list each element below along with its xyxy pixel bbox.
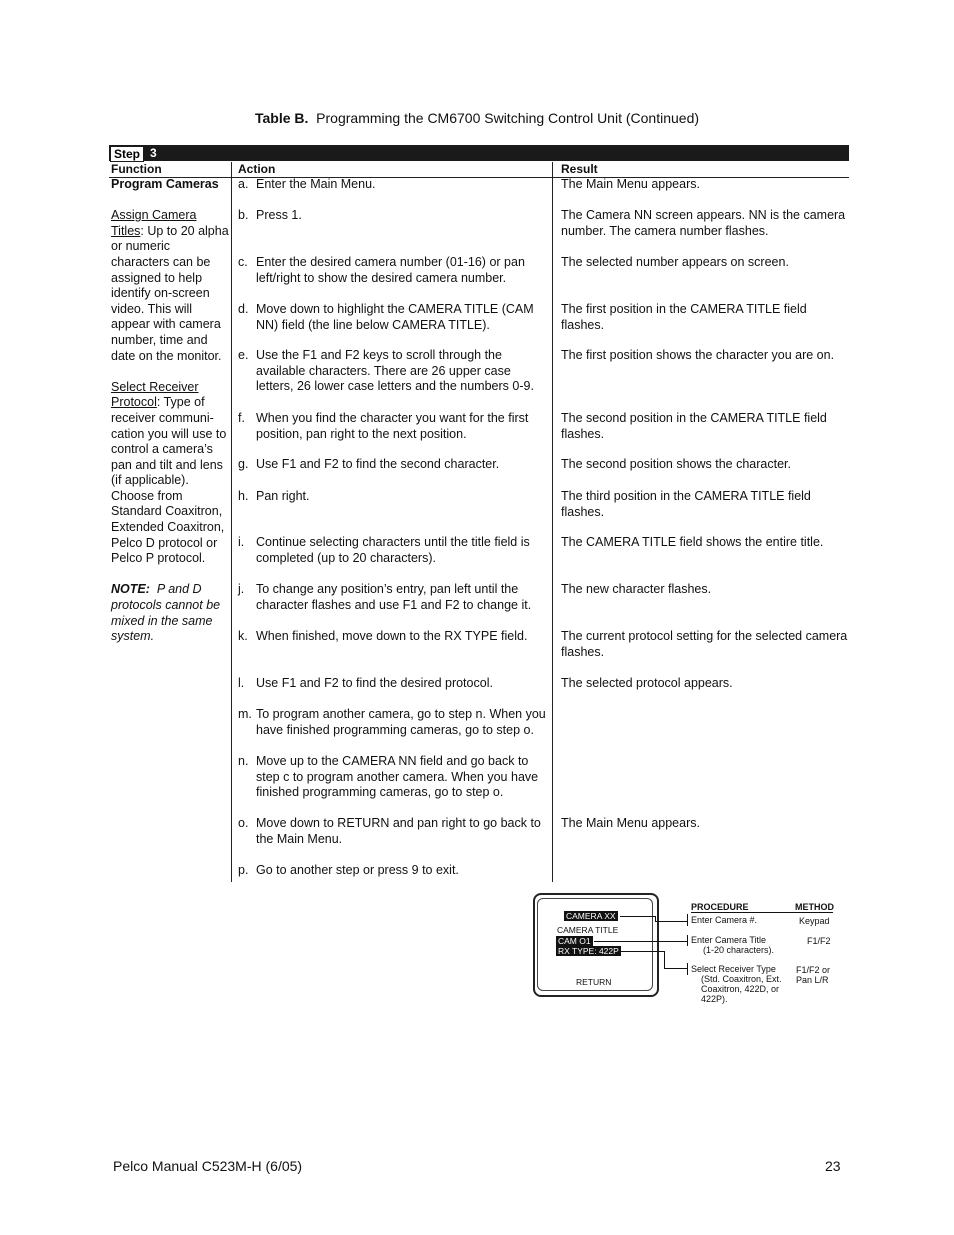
- step-k-result: The current protocol setting for the selected camera flashes.: [561, 629, 848, 659]
- function-title: Program Cameras: [111, 177, 219, 191]
- monitor-cam-01: [556, 936, 593, 946]
- step-letter: p.: [238, 863, 249, 877]
- step-letter: g.: [238, 457, 249, 471]
- step-n-action: [238, 754, 550, 801]
- step-letter: i.: [238, 535, 245, 549]
- rx-type-text: RX TYPE: 422P: [558, 946, 619, 956]
- assign-camera-titles-text: : Up to 20 alpha or numeric characters can be assigned to help identify on-screen video. This will appear with camera number, time and date on the monitor.: [111, 223, 229, 363]
- step-l-result: The selected protocol appears.: [561, 676, 733, 690]
- cam-01-text: CAM O1: [558, 936, 591, 946]
- method-row-2: F1/F2: [807, 936, 831, 946]
- step-e-action: [238, 348, 550, 395]
- step-d-action: [238, 302, 550, 333]
- step-action-text: Enter the Main Menu.: [256, 177, 376, 191]
- step-letter: o.: [238, 816, 249, 830]
- assign-camera-titles-block: [111, 208, 229, 364]
- step-letter: e.: [238, 348, 249, 362]
- step-g-result: The second position shows the character.: [561, 457, 791, 471]
- step-h-result: The third position in the CAMERA TITLE field flashes.: [561, 489, 811, 519]
- step-d-result: The first position in the CAMERA TITLE field flashes.: [561, 302, 807, 332]
- step-letter: c.: [238, 255, 248, 269]
- step-action-text: When finished, move down to the RX TYPE field.: [256, 629, 528, 643]
- connector-line-3c: [664, 968, 687, 969]
- monitor-return: RETURN: [576, 977, 612, 987]
- method-header: METHOD: [795, 902, 834, 912]
- column-divider-1: [231, 162, 232, 882]
- step-j-result: The new character flashes.: [561, 582, 712, 596]
- note-label: NOTE:: [111, 582, 150, 597]
- step-bar: [109, 145, 849, 161]
- step-action-text: Use F1 and F2 to find the desired protocol.: [256, 676, 493, 690]
- method-row-1: Keypad: [799, 916, 830, 926]
- step-f-result: The second position in the CAMERA TITLE field flashes.: [561, 411, 827, 441]
- step-i-action: [238, 535, 550, 566]
- step-l-action: [238, 676, 550, 692]
- procedure-row-3-detail: (Std. Coaxitron, Ext. Coaxitron, 422D, or 422P).: [701, 974, 782, 1004]
- step-action-text: Press 1.: [256, 208, 302, 222]
- step-i-result: The CAMERA TITLE field shows the entire title.: [561, 535, 824, 549]
- header-result: Result: [561, 162, 598, 176]
- step-a-result: The Main Menu appears.: [561, 177, 700, 191]
- step-label: Step: [110, 146, 144, 162]
- step-b-result: The Camera NN screen appears. NN is the camera number. The camera number flashes.: [561, 208, 846, 238]
- procedure-row-2-detail: (1-20 characters).: [703, 945, 775, 955]
- procedure-row-2: Enter Camera Title: [691, 935, 767, 945]
- monitor-rx-type: [556, 946, 621, 956]
- bracket-1: [687, 914, 688, 926]
- step-c-action: [238, 255, 550, 286]
- step-action-text: Go to another step or press 9 to exit.: [256, 863, 459, 877]
- step-k-action: [238, 629, 550, 645]
- step-p-action: [238, 863, 550, 879]
- step-c-result: The selected number appears on screen.: [561, 255, 789, 269]
- function-column: [111, 177, 229, 645]
- step-action-text: Enter the desired camera number (01-16) or pan left/right to show the desired camera number.: [256, 255, 525, 285]
- step-action-text: When you find the character you want for the first position, pan right to the next position.: [256, 411, 529, 441]
- step-letter: m.: [238, 707, 252, 721]
- step-number: 3: [150, 146, 157, 160]
- procedure-row-1: Enter Camera #.: [691, 915, 758, 925]
- header-action: Action: [238, 162, 276, 176]
- procedure-header-rule: [691, 912, 833, 913]
- caption-text: Programming the CM6700 Switching Control Unit (Continued): [316, 110, 700, 126]
- column-divider-2: [552, 162, 553, 882]
- select-receiver-protocol-link: Select Receiver Protocol: [111, 379, 199, 410]
- step-action-text: Use the F1 and F2 keys to scroll through the available characters. There are 26 upper case letters, 26 lower case letters and the numbers 0-9.: [256, 348, 534, 394]
- bracket-3: [687, 963, 688, 975]
- step-letter: a.: [238, 177, 249, 191]
- step-letter: h.: [238, 489, 249, 503]
- procedure-row-3: Select Receiver Type: [691, 964, 776, 974]
- step-h-action: [238, 489, 550, 505]
- footer-manual: Pelco Manual C523M-H (6/05): [113, 1158, 303, 1174]
- step-letter: l.: [238, 676, 245, 690]
- select-receiver-protocol-block: [111, 380, 229, 567]
- table-caption: [0, 110, 954, 126]
- step-b-action: [238, 208, 550, 224]
- step-action-text: Continue selecting characters until the title field is completed (up to 20 characters).: [256, 535, 530, 565]
- connector-line-2: [594, 941, 687, 942]
- step-action-text: Use F1 and F2 to find the second character.: [256, 457, 500, 471]
- step-o-action: [238, 816, 550, 847]
- step-e-result: The first position shows the character you are on.: [561, 348, 835, 362]
- camera-xx-text: CAMERA XX: [566, 911, 616, 921]
- procedure-header: PROCEDURE: [691, 902, 749, 912]
- step-action-text: Pan right.: [256, 489, 310, 503]
- step-letter: f.: [238, 411, 245, 425]
- step-j-action: [238, 582, 550, 613]
- step-letter: n.: [238, 754, 249, 768]
- step-letter: j.: [238, 582, 245, 596]
- step-o-result: The Main Menu appears.: [561, 816, 700, 830]
- step-letter: d.: [238, 302, 249, 316]
- step-f-action: [238, 411, 550, 442]
- step-action-text: Move down to RETURN and pan right to go back to the Main Menu.: [256, 816, 541, 846]
- select-receiver-protocol-text: : Type of receiver communi-cation you will use to control a camera’s pan and tilt and lens (if applicable). Choose from Standard Coaxitron, Extended Coaxitron, Pelco D protocol or Pelco P protocol.: [111, 395, 227, 566]
- monitor-camera-xx: [564, 911, 618, 921]
- note-text: P and D protocols cannot be mixed in the same system.: [111, 582, 221, 644]
- step-m-action: [238, 707, 550, 738]
- connector-line-1c: [655, 921, 687, 922]
- monitor-camera-title: CAMERA TITLE: [557, 925, 619, 935]
- connector-line-1a: [620, 916, 655, 917]
- method-row-3: F1/F2 or Pan L/R: [796, 965, 831, 985]
- assign-camera-titles-link: Assign Camera Titles: [111, 208, 197, 238]
- step-action-text: Move up to the CAMERA NN field and go back to step c to program another camera. When you have finished programming cameras, go to step o.: [256, 754, 539, 800]
- step-action-text: To change any position’s entry, pan left until the character flashes and use F1 and F2 to change it.: [256, 582, 532, 612]
- step-letter: b.: [238, 208, 249, 222]
- step-letter: k.: [238, 629, 248, 643]
- footer-page-number: 23: [825, 1158, 841, 1174]
- step-g-action: [238, 457, 550, 473]
- header-function: Function: [111, 162, 162, 176]
- connector-line-3a: [621, 951, 664, 952]
- caption-label: Table B.: [254, 110, 309, 126]
- step-a-action: [238, 177, 550, 193]
- connector-line-3b: [664, 951, 665, 969]
- step-action-text: To program another camera, go to step n. When you have finished programming cameras, go to step o.: [256, 707, 546, 737]
- note-block: [111, 582, 229, 644]
- step-action-text: Move down to highlight the CAMERA TITLE (CAM NN) field (the line below CAMERA TITLE).: [256, 302, 534, 332]
- bracket-2: [687, 935, 688, 946]
